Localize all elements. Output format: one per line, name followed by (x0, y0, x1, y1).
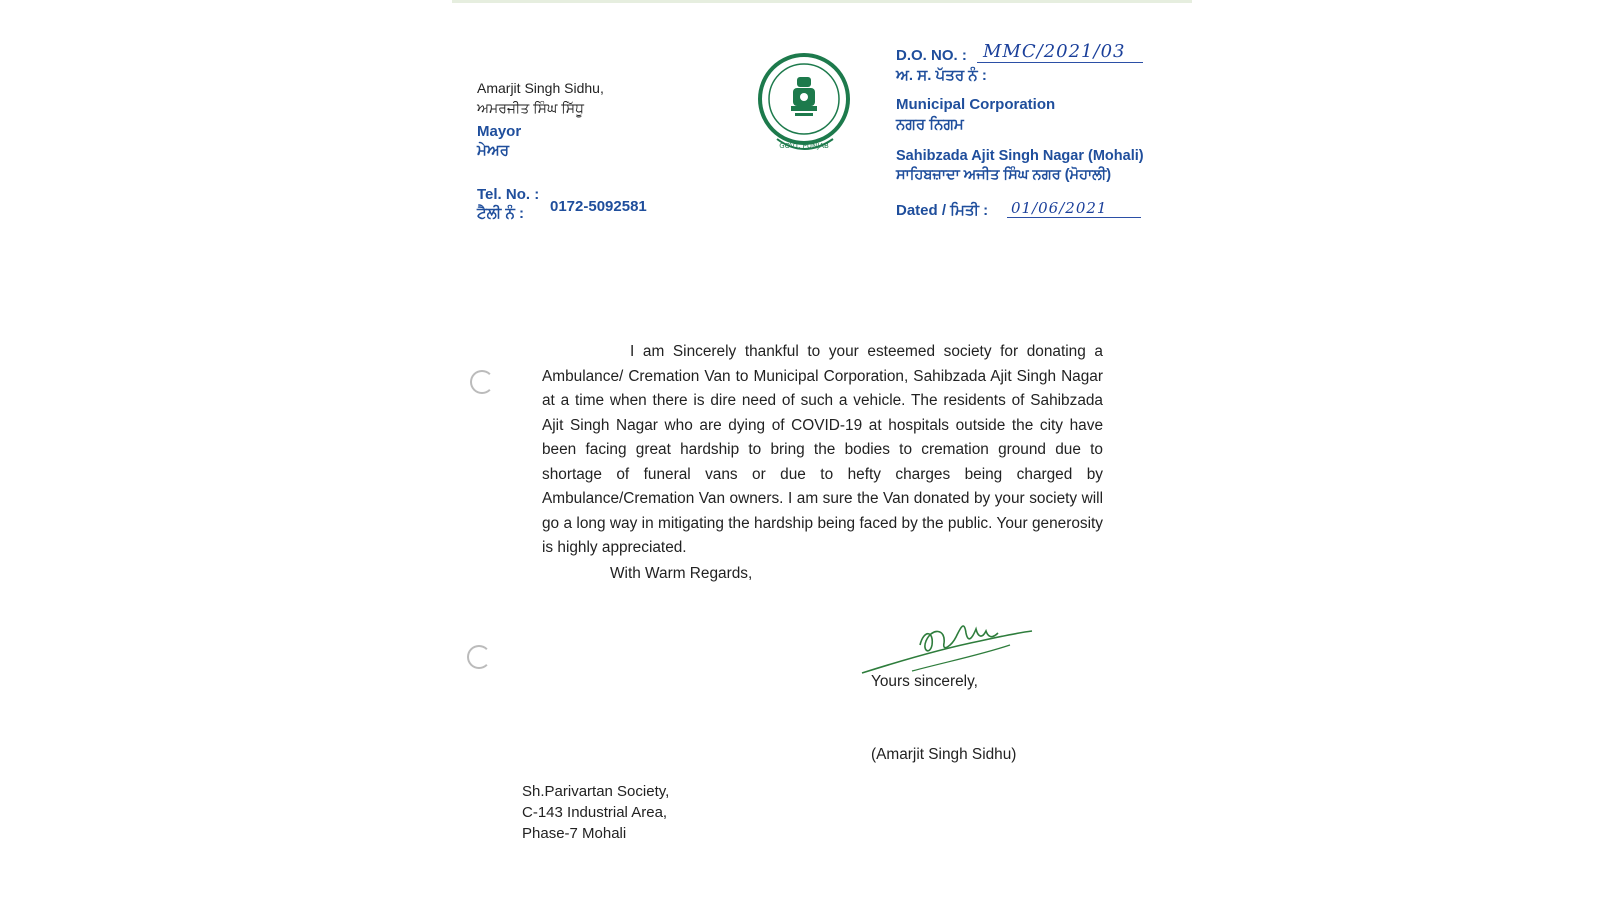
mayor-name-english: Amarjit Singh Sidhu, (477, 80, 604, 96)
do-number-field (977, 41, 1137, 63)
tel-number: 0172-5092581 (550, 198, 647, 215)
date-field (1007, 199, 1137, 218)
org-punjabi: ਨਗਰ ਨਿਗਮ (896, 116, 964, 133)
city-punjabi: ਸਾਹਿਬਜ਼ਾਦਾ ਅਜੀਤ ਸਿੰਘ ਨਗਰ (ਮੋਹਾਲੀ) (896, 167, 1112, 183)
letter-body-text: I am Sincerely thankful to your esteemed society for donating a Ambulance/ Cremation Van to Municipal Corporation, Sahibzada Ajit Singh Nagar at a time when there is dire need of such a vehicle. The residents of Sahibzada Ajit Singh Nagar who are dying of COVID-19 at hospitals outside the city have been facing great hardship to bring the bodies to cremation ground due to shortage of funeral vans or due to hefty charges being charged by Ambulance/Cremation Van owners. I am sure the Van donated by your society will go a long way in mitigating the hardship being faced by the public. Your generosity is highly appreciated. (542, 343, 1103, 556)
mayor-name-punjabi: ਅਮਰਜੀਤ ਸਿੰਘ ਸਿੱਧੂ (477, 100, 584, 116)
recipient-line: Phase-7 Mohali (522, 825, 627, 842)
recipient-address (522, 781, 669, 844)
dated-label: Dated / ਮਿਤੀ : (896, 202, 989, 219)
yours-sincerely: Yours sincerely, (871, 673, 978, 690)
handwritten-signature-icon (860, 615, 1046, 681)
letter-body (542, 340, 1103, 561)
govt-punjab-seal-icon (757, 47, 855, 159)
designation-english: Mayor (477, 123, 522, 140)
recipient-line: Sh.Parivartan Society, (522, 783, 670, 800)
recipient-line: C-143 Industrial Area, (522, 804, 668, 821)
tel-label-punjabi: ਟੈਲੀ ਨੰ : (477, 205, 524, 222)
org-english: Municipal Corporation (896, 96, 1056, 113)
warm-regards: With Warm Regards, (610, 565, 753, 582)
do-label-english: D.O. NO. : (896, 47, 967, 64)
city-english: Sahibzada Ajit Singh Nagar (Mohali) (896, 148, 1144, 164)
do-number-handwritten: MMC/2021/03 (977, 41, 1143, 63)
do-label-punjabi: ਅ. ਸ. ਪੱਤਰ ਨੰ : (896, 67, 987, 84)
tel-label-english: Tel. No. : (477, 186, 540, 203)
seal-caption: GOVT. PUNJAB (779, 142, 829, 150)
punch-hole-mark (470, 370, 494, 394)
signatory-name: (Amarjit Singh Sidhu) (871, 746, 1017, 763)
letter-page (452, 0, 1192, 903)
date-handwritten: 01/06/2021 (1007, 199, 1141, 218)
designation-punjabi: ਮੇਅਰ (477, 142, 510, 159)
punch-hole-mark (467, 645, 491, 669)
